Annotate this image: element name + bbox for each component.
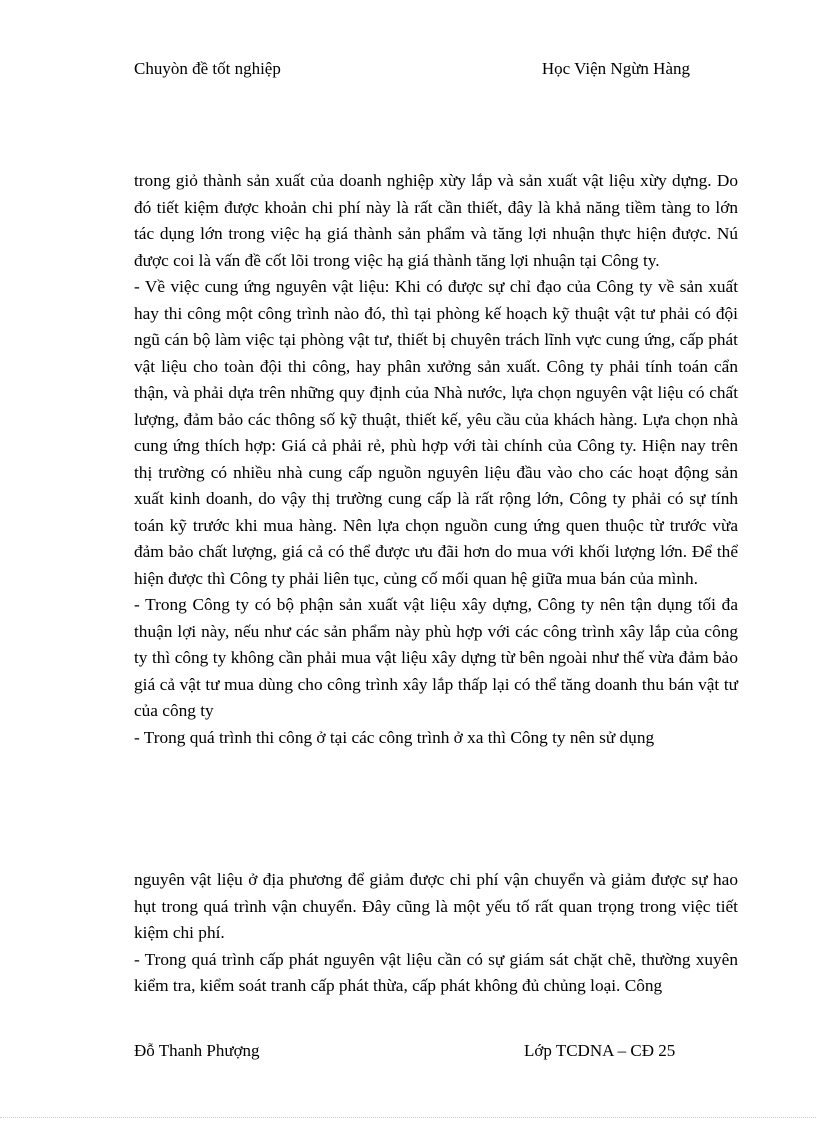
footer-class: Lớp TCDNA – CĐ 25 [524, 1041, 676, 1060]
paragraph-6: - Trong quá trình cấp phát nguyên vật liệu cần có sự giám sát chặt chẽ, thường xuyên kiểm tra, kiểm soát tranh cấp phát thừa, cấp phát không đủ chủng loại. Công [134, 949, 738, 995]
paragraph-4: - Trong quá trình thi công ở tại các công trình ở xa thì Công ty nên sử dụng [134, 727, 655, 747]
body-text-block-2 [134, 867, 738, 1000]
paragraph-1: trong giỏ thành sản xuất của doanh nghiệp xừy lắp và sản xuất vật liệu xừy dựng. Do đó tiết kiệm được khoản chi phí này là rất cần thiết, đây là khả năng tiềm tàng to lớn tác dụng lớn trong việc hạ giá thành sản phẩm và tăng lợi nhuận thực hiện được. Nú được coi là vấn đề cốt lõi trong việc hạ giá thành tăng lợi nhuận tại Công ty. [134, 171, 738, 270]
paragraph-3: - Trong Công ty có bộ phận sản xuất vật liệu xây dựng, Công ty nên tận dụng tối đa thuận lợi này, nếu như các sản phẩm này phù hợp với các công trình xây lắp của công ty thì công ty không cần phải mua vật liệu xây dựng từ bên ngoài như thế vừa đảm bảo giá cả vật tư mua dùng cho công trình xây lắp thấp lại có thể tăng doanh thu bán vật tư của công ty [134, 595, 738, 720]
paragraph-2: - Về việc cung ứng nguyên vật liệu: Khi có được sự chỉ đạo của Công ty về sản xuất hay thi công một công trình nào đó, thì tại phòng kế hoạch kỹ thuật vật tư phải có đội ngũ cán bộ làm việc tại phòng vật tư, thiết bị chuyên trách lĩnh vực cung ứng, cấp phát vật liệu cho toàn đội thi công, hay phân xưởng sản xuất. Công ty phải tính toán cẩn thận, và phải dựa trên những quy định của Nhà nước, lựa chọn nguyên vật liệu có chất lượng, đảm bảo các thông số kỹ thuật, thiết kế, yêu cầu của khách hàng. Lựa chọn nhà cung ứng thích hợp: Giá cả phải rẻ, phù hợp với tài chính của Công ty. Hiện nay trên thị trường có nhiều nhà cung cấp nguồn nguyên liệu đầu vào cho các hoạt động sản xuất kinh doanh, do vậy thị trường cung cấp là rất rộng lớn, Công ty phải có sự tính toán kỹ trước khi mua hàng. Nên lựa chọn nguồn cung ứng quen thuộc từ trước vừa đảm bảo chất lượng, giá cả có thể được ưu đãi hơn do mua với khối lượng lớn. Để thể hiện được thì Công ty phải liên tục, củng cố mối quan hệ giữa mua bán của mình. [134, 277, 738, 588]
page-bottom-divider [0, 1117, 816, 1118]
body-text-block-1 [134, 168, 738, 751]
header-institution: Học Viện Ngừn Hàng [541, 59, 690, 78]
paragraph-5: nguyên vật liệu ở địa phương để giảm được chi phí vận chuyển và giảm được sự hao hụt trong quá trình vận chuyển. Đây cũng là một yếu tố rất quan trọng trong việc tiết kiệm chi phí. [134, 870, 738, 942]
header-document-type: Chuyòn đề tốt nghiệp [134, 59, 281, 78]
footer-author: Đỗ Thanh Phượng [134, 1041, 260, 1060]
